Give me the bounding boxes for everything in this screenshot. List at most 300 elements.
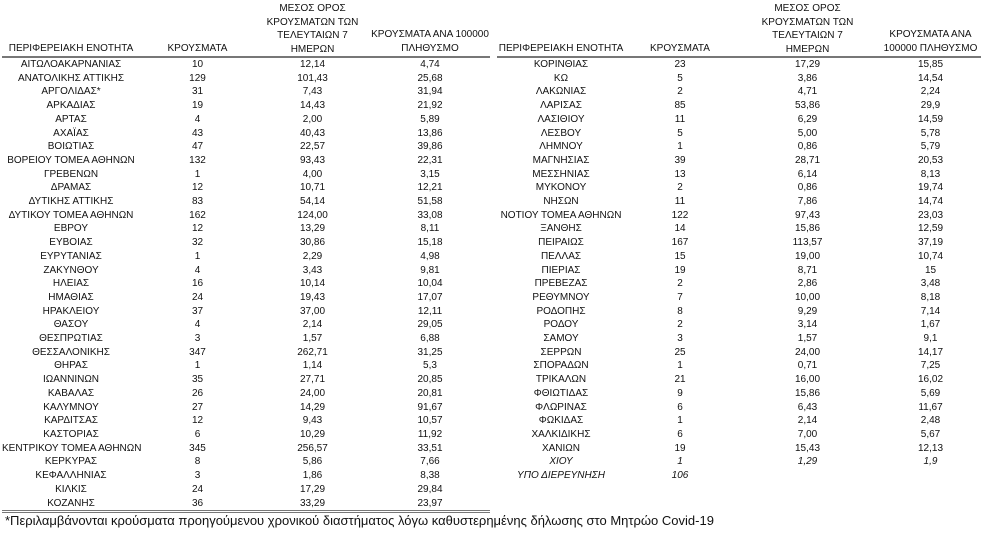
header-region: ΠΕΡΙΦΕΡΕΙΑΚΗ ΕΝΟΤΗΤΑ xyxy=(2,2,140,57)
per100k-cell: 2,24 xyxy=(920,86,941,98)
per100k-cell: 10,57 xyxy=(417,415,443,427)
avg7-cell: 7,43 xyxy=(302,86,323,98)
avg7-cell: 14,43 xyxy=(299,100,326,112)
table-row xyxy=(2,455,490,469)
per100k-cell: 8,11 xyxy=(420,223,440,235)
avg7-cell: 6,29 xyxy=(797,113,818,125)
table-row xyxy=(497,168,981,182)
per100k-cell: 5,3 xyxy=(423,360,437,372)
region-cell: ΗΡΑΚΛΕΙΟΥ xyxy=(42,305,100,317)
table-row xyxy=(2,236,490,250)
table-row xyxy=(2,250,490,264)
avg7-cell: 97,43 xyxy=(794,209,821,221)
cases-cell: 1 xyxy=(194,168,201,180)
cases-cell: 15 xyxy=(674,250,686,262)
avg7-cell: 1,57 xyxy=(797,333,818,345)
table-row xyxy=(2,483,490,497)
per100k-cell: 14,74 xyxy=(917,196,944,208)
table-row xyxy=(497,195,981,209)
region-cell: ΠΕΙΡΑΙΩΣ xyxy=(538,237,584,249)
table-row xyxy=(2,113,490,127)
region-cell: ΦΛΩΡΙΝΑΣ xyxy=(535,401,587,413)
cases-cell: 162 xyxy=(189,209,206,221)
cases-cell: 4 xyxy=(194,264,201,276)
per100k-cell: 31,25 xyxy=(417,346,443,358)
region-cell: ΛΗΜΝΟΥ xyxy=(539,141,583,153)
cases-cell: 27 xyxy=(191,401,204,413)
region-cell: ΕΥΒΟΙΑΣ xyxy=(49,237,93,249)
avg7-cell: 17,29 xyxy=(299,483,326,495)
region-cell: ΧΙΟΥ xyxy=(549,456,573,468)
table-row xyxy=(497,277,981,291)
per100k-cell: 20,81 xyxy=(417,387,443,399)
header-cases: ΚΡΟΥΣΜΑΤΑ xyxy=(140,2,255,57)
per100k-cell: 11,92 xyxy=(417,428,443,440)
region-cell: ΚΟΡΙΝΘΙΑΣ xyxy=(533,59,589,70)
avg7-cell: 40,43 xyxy=(299,127,326,139)
avg7-cell: 15,86 xyxy=(794,387,821,399)
avg7-cell: 5,86 xyxy=(302,456,323,468)
cases-cell: 167 xyxy=(671,237,689,249)
cases-cell: 9 xyxy=(677,387,683,399)
region-cell: ΚΑΣΤΟΡΙΑΣ xyxy=(43,428,99,440)
region-cell: ΚΙΛΚΙΣ xyxy=(55,483,87,495)
region-cell: ΗΜΑΘΙΑΣ xyxy=(48,291,94,303)
table-row xyxy=(2,99,490,113)
avg7-cell: 7,00 xyxy=(797,428,818,440)
avg7-cell: 4,00 xyxy=(302,168,323,180)
cases-cell: 2 xyxy=(677,319,683,331)
per100k-cell: 29,05 xyxy=(417,319,443,331)
region-cell: ΝΟΤΙΟΥ ΤΟΜΕΑ ΑΘΗΝΩΝ xyxy=(500,209,622,221)
per100k-cell: 14,59 xyxy=(917,113,944,125)
table-row xyxy=(2,168,490,182)
per100k-cell: 29,84 xyxy=(417,483,443,495)
per100k-cell: 8,38 xyxy=(420,470,440,482)
region-cell: ΝΗΣΩΝ xyxy=(543,196,579,208)
avg7-cell: 10,71 xyxy=(299,182,326,194)
table-row xyxy=(2,305,490,319)
avg7-cell: 262,71 xyxy=(297,346,328,358)
table-row xyxy=(2,195,490,209)
table-row xyxy=(2,72,490,86)
cases-cell: 31 xyxy=(191,86,204,98)
cases-cell: 32 xyxy=(191,237,204,249)
cases-cell: 47 xyxy=(191,141,204,153)
avg7-cell: 93,43 xyxy=(299,154,326,166)
region-cell: ΚΑΒΑΛΑΣ xyxy=(47,387,95,399)
cases-cell: 5 xyxy=(677,72,683,84)
region-cell: ΔΡΑΜΑΣ xyxy=(50,182,92,194)
region-cell: ΘΗΡΑΣ xyxy=(54,360,88,372)
per100k-cell: 17,07 xyxy=(417,291,443,303)
header-row xyxy=(2,2,490,57)
avg7-cell: 28,71 xyxy=(794,154,821,166)
cases-cell: 83 xyxy=(191,196,204,208)
table-row xyxy=(497,414,981,428)
table-row xyxy=(2,387,490,401)
per100k-cell: 14,54 xyxy=(917,72,944,84)
region-cell: ΠΡΕΒΕΖΑΣ xyxy=(534,278,588,290)
region-cell: ΛΑΡΙΣΑΣ xyxy=(540,100,582,112)
avg7-cell: 8,71 xyxy=(797,264,818,276)
region-cell: ΠΙΕΡΙΑΣ xyxy=(541,264,581,276)
header-cases: ΚΡΟΥΣΜΑΤΑ xyxy=(625,2,735,57)
cases-cell: 129 xyxy=(189,72,206,84)
per100k-cell: 2,48 xyxy=(920,415,941,427)
region-cell: ΣΑΜΟΥ xyxy=(543,333,579,345)
cases-cell: 6 xyxy=(677,401,683,413)
cases-cell: 26 xyxy=(191,387,204,399)
header-row xyxy=(497,2,981,57)
table-row xyxy=(2,291,490,305)
region-cell: ΡΕΘΥΜΝΟΥ xyxy=(532,291,590,303)
per100k-cell: 20,53 xyxy=(917,154,944,166)
table-row xyxy=(2,264,490,278)
region-cell: ΗΛΕΙΑΣ xyxy=(52,278,90,290)
region-cell: ΚΕΡΚΥΡΑΣ xyxy=(44,456,98,468)
table-row xyxy=(497,455,981,469)
per100k-cell: 10,04 xyxy=(417,278,443,290)
per100k-cell: 7,66 xyxy=(420,456,440,468)
table-row xyxy=(2,85,490,99)
cases-cell: 39 xyxy=(674,154,686,166)
avg7-cell: 9,29 xyxy=(797,305,818,317)
table-row xyxy=(497,127,981,141)
per100k-cell: 22,31 xyxy=(417,154,443,166)
cases-cell: 8 xyxy=(677,305,683,317)
table-row xyxy=(497,72,981,86)
region-cell: ΡΟΔΟΠΗΣ xyxy=(536,305,586,317)
per100k-cell: 3,15 xyxy=(420,168,440,180)
avg7-cell: 53,86 xyxy=(794,100,821,112)
table-row xyxy=(2,209,490,223)
cases-cell: 25 xyxy=(674,346,686,358)
cases-cell: 35 xyxy=(191,374,204,386)
cases-cell: 7 xyxy=(677,291,683,303)
cases-cell: 8 xyxy=(194,456,201,468)
avg7-cell: 0,86 xyxy=(797,141,818,153)
avg7-cell: 10,14 xyxy=(299,278,326,290)
region-cell: ΑΙΤΩΛΟΑΚΑΡΝΑΝΙΑΣ xyxy=(20,59,122,70)
header-region: ΠΕΡΙΦΕΡΕΙΑΚΗ ΕΝΟΤΗΤΑ xyxy=(497,2,625,57)
cases-cell: 1 xyxy=(677,360,683,372)
footnote: *Περιλαμβάνονται κρούσματα προηγούμενου χρονικού διαστήματος λόγω καθυστερημένης δήλωσης στο Μητρώο Covid-19 xyxy=(5,513,714,528)
region-cell: ΤΡΙΚΑΛΩΝ xyxy=(535,374,587,386)
avg7-cell: 3,14 xyxy=(797,319,818,331)
cases-cell: 12 xyxy=(191,223,204,235)
cases-cell: 13 xyxy=(674,168,686,180)
avg7-cell xyxy=(735,469,880,483)
per100k-cell: 23,03 xyxy=(917,209,944,221)
table-row xyxy=(2,428,490,442)
per100k-cell: 7,25 xyxy=(920,360,941,372)
cases-cell: 24 xyxy=(191,483,204,495)
table-row xyxy=(2,442,490,456)
region-cell: ΡΟΔΟΥ xyxy=(543,319,579,331)
region-cell: ΙΩΑΝΝΙΝΩΝ xyxy=(42,374,100,386)
region-cell: ΑΧΑΪΑΣ xyxy=(53,127,89,139)
region-cell: ΧΑΝΙΩΝ xyxy=(541,442,581,454)
table-row xyxy=(2,401,490,415)
avg7-cell: 16,00 xyxy=(794,374,821,386)
avg7-cell: 3,43 xyxy=(302,264,323,276)
cases-cell: 1 xyxy=(677,141,683,153)
table-row xyxy=(2,277,490,291)
region-cell: ΘΕΣΠΡΩΤΙΑΣ xyxy=(39,333,103,345)
region-cell: ΓΡΕΒΕΝΩΝ xyxy=(43,168,99,180)
table-row xyxy=(497,401,981,415)
avg7-cell: 15,43 xyxy=(794,442,821,454)
region-cell: ΚΑΡΔΙΤΣΑΣ xyxy=(44,415,98,427)
cases-cell: 10 xyxy=(191,59,204,70)
region-cell: ΛΕΣΒΟΥ xyxy=(540,127,582,139)
avg7-cell: 1,14 xyxy=(302,360,323,372)
cases-cell: 3 xyxy=(194,333,201,345)
per100k-cell: 91,67 xyxy=(417,401,443,413)
cases-cell: 11 xyxy=(674,113,686,125)
avg7-cell: 0,86 xyxy=(797,182,818,194)
table-row xyxy=(497,264,981,278)
cases-cell: 6 xyxy=(677,428,683,440)
cases-cell: 1 xyxy=(677,415,683,427)
per100k-cell: 5,69 xyxy=(920,387,941,399)
region-cell: ΜΑΓΝΗΣΙΑΣ xyxy=(532,154,590,166)
cases-cell: 4 xyxy=(194,113,201,125)
cases-cell: 2 xyxy=(677,182,683,194)
per100k-cell: 12,11 xyxy=(417,305,443,317)
table-row xyxy=(2,154,490,168)
cases-cell: 19 xyxy=(674,264,686,276)
per100k-cell: 31,94 xyxy=(417,86,443,98)
per100k-cell: 10,74 xyxy=(917,250,944,262)
table-row xyxy=(497,318,981,332)
table-row xyxy=(497,85,981,99)
cases-cell: 12 xyxy=(191,415,204,427)
cases-cell: 1 xyxy=(194,250,201,262)
region-cell: ΘΕΣΣΑΛΟΝΙΚΗΣ xyxy=(32,346,110,358)
avg7-cell: 256,57 xyxy=(297,442,328,454)
avg7-cell: 27,71 xyxy=(299,374,326,386)
per100k-cell: 12,59 xyxy=(917,223,944,235)
per100k-cell: 9,81 xyxy=(420,264,440,276)
region-cell: ΞΑΝΘΗΣ xyxy=(540,223,582,235)
region-cell: ΚΕΝΤΡΙΚΟΥ ΤΟΜΕΑ ΑΘΗΝΩΝ xyxy=(2,442,142,454)
table-row xyxy=(497,154,981,168)
cases-cell: 2 xyxy=(677,278,683,290)
avg7-cell: 22,57 xyxy=(299,141,326,153)
per100k-cell: 5,89 xyxy=(420,113,440,125)
per100k-cell: 7,14 xyxy=(920,305,941,317)
table-row xyxy=(497,209,981,223)
table-row xyxy=(2,332,490,346)
table-row xyxy=(497,346,981,360)
avg7-cell: 1,86 xyxy=(302,470,323,482)
region-cell: ΑΡΓΟΛΙΔΑΣ* xyxy=(41,86,101,98)
cases-cell: 43 xyxy=(191,127,204,139)
header-per100k: ΚΡΟΥΣΜΑΤΑ ΑΝΑ 100000 ΠΛΗΘΥΣΜΟ xyxy=(370,2,490,57)
avg7-cell: 6,43 xyxy=(797,401,818,413)
region-cell: ΚΩ xyxy=(553,72,569,84)
cases-cell: 1 xyxy=(194,360,201,372)
cases-cell: 12 xyxy=(191,182,204,194)
cases-cell: 106 xyxy=(671,470,689,482)
per100k-cell: 8,13 xyxy=(920,168,941,180)
table-row xyxy=(497,236,981,250)
avg7-cell: 10,29 xyxy=(299,428,326,440)
per100k-cell: 11,67 xyxy=(918,401,943,413)
cases-cell: 11 xyxy=(674,196,686,208)
avg7-cell: 1,57 xyxy=(302,333,323,345)
avg7-cell: 2,29 xyxy=(302,250,323,262)
avg7-cell: 101,43 xyxy=(297,72,328,84)
table-row xyxy=(497,469,981,483)
per100k-cell: 25,68 xyxy=(417,72,443,84)
per100k-cell: 37,19 xyxy=(917,237,944,249)
table-row xyxy=(497,442,981,456)
cases-cell: 19 xyxy=(674,442,686,454)
avg7-cell: 19,00 xyxy=(794,250,821,262)
table-row xyxy=(497,222,981,236)
per100k-cell: 12,13 xyxy=(917,442,944,454)
cases-cell: 3 xyxy=(194,470,201,482)
region-cell: ΖΑΚΥΝΘΟΥ xyxy=(43,264,99,276)
per100k-cell: 4,74 xyxy=(420,59,440,70)
per100k-cell: 39,86 xyxy=(417,141,443,153)
table-row xyxy=(497,332,981,346)
avg7-cell: 113,57 xyxy=(792,237,823,249)
region-cell: ΘΑΣΟΥ xyxy=(53,319,89,331)
per100k-cell xyxy=(880,469,981,483)
per100k-cell: 15,18 xyxy=(417,237,443,249)
avg7-cell: 17,29 xyxy=(794,59,821,70)
region-cell: ΥΠΟ ΔΙΕΡΕΥΝΗΣΗ xyxy=(517,470,605,482)
avg7-cell: 7,86 xyxy=(797,196,818,208)
table-row xyxy=(497,181,981,195)
region-cell: ΑΡΤΑΣ xyxy=(55,113,87,125)
table-row xyxy=(2,346,490,360)
per100k-cell: 1,9 xyxy=(923,456,938,468)
header-avg7: ΜΕΣΟΣ ΟΡΟΣ ΚΡΟΥΣΜΑΤΩΝ ΤΩΝ ΤΕΛΕΥΤΑΙΩΝ 7 ΗΜΕΡΩΝ xyxy=(255,2,370,57)
avg7-cell: 54,14 xyxy=(299,196,326,208)
per100k-cell: 14,17 xyxy=(917,346,944,358)
per100k-cell: 6,88 xyxy=(420,333,440,345)
per100k-cell: 15,85 xyxy=(917,59,944,70)
avg7-cell: 13,29 xyxy=(299,223,326,235)
region-cell: ΕΒΡΟΥ xyxy=(53,223,89,235)
cases-table-right xyxy=(497,2,981,483)
region-cell: ΣΠΟΡΑΔΩΝ xyxy=(533,360,589,372)
avg7-cell: 14,29 xyxy=(299,401,326,413)
cases-cell: 4 xyxy=(194,319,201,331)
table-row xyxy=(497,387,981,401)
region-cell: ΑΡΚΑΔΙΑΣ xyxy=(46,100,96,112)
table-row xyxy=(497,140,981,154)
table-row xyxy=(2,127,490,141)
cases-cell: 5 xyxy=(677,127,683,139)
per100k-cell: 9,1 xyxy=(923,333,938,345)
avg7-cell: 37,00 xyxy=(299,305,326,317)
table-row xyxy=(497,113,981,127)
region-cell: ΠΕΛΛΑΣ xyxy=(540,250,582,262)
region-cell: ΑΝΑΤΟΛΙΚΗΣ ΑΤΤΙΚΗΣ xyxy=(17,72,125,84)
table-row xyxy=(497,359,981,373)
cases-cell: 6 xyxy=(194,428,201,440)
avg7-cell: 2,86 xyxy=(797,278,818,290)
table-row xyxy=(2,414,490,428)
table-row xyxy=(497,291,981,305)
avg7-cell: 2,14 xyxy=(797,415,818,427)
per100k-cell: 5,78 xyxy=(920,127,941,139)
header-per100k: ΚΡΟΥΣΜΑΤΑ ΑΝΑ 100000 ΠΛΗΘΥΣΜΟ xyxy=(880,2,981,57)
region-cell: ΔΥΤΙΚΟΥ ΤΟΜΕΑ ΑΘΗΝΩΝ xyxy=(8,209,134,221)
table-row xyxy=(2,181,490,195)
avg7-cell: 30,86 xyxy=(299,237,326,249)
cases-cell: 345 xyxy=(189,442,206,454)
region-cell: ΛΑΣΙΘΙΟΥ xyxy=(537,113,585,125)
per100k-cell: 20,85 xyxy=(417,374,443,386)
cases-cell: 2 xyxy=(677,86,683,98)
region-cell: ΒΟΙΩΤΙΑΣ xyxy=(47,141,95,153)
per100k-cell: 23,97 xyxy=(370,497,490,512)
avg7-cell: 12,14 xyxy=(299,59,326,70)
cases-cell: 21 xyxy=(674,374,686,386)
avg7-cell: 2,14 xyxy=(302,319,323,331)
region-cell: ΧΑΛΚΙΔΙΚΗΣ xyxy=(531,428,591,440)
region-cell: ΣΕΡΡΩΝ xyxy=(540,346,582,358)
per100k-cell: 29,9 xyxy=(920,100,941,112)
cases-cell: 19 xyxy=(191,100,204,112)
avg7-cell: 9,43 xyxy=(302,415,323,427)
table-row xyxy=(497,428,981,442)
per100k-cell: 5,67 xyxy=(920,428,941,440)
cases-cell: 132 xyxy=(189,154,206,166)
avg7-cell: 2,00 xyxy=(302,113,323,125)
per100k-cell: 51,58 xyxy=(417,196,443,208)
cases-cell: 37 xyxy=(191,305,204,317)
per100k-cell: 16,02 xyxy=(917,374,944,386)
per100k-cell: 33,51 xyxy=(417,442,443,454)
region-cell: ΜΕΣΣΗΝΙΑΣ xyxy=(532,168,590,180)
cases-table-left xyxy=(2,2,490,513)
table-row xyxy=(497,99,981,113)
per100k-cell: 1,67 xyxy=(920,319,941,331)
region-cell: ΕΥΡΥΤΑΝΙΑΣ xyxy=(40,250,102,262)
avg7-cell: 1,29 xyxy=(797,456,818,468)
cases-cell: 16 xyxy=(191,278,204,290)
per100k-cell: 12,21 xyxy=(417,182,443,194)
table-row xyxy=(2,359,490,373)
avg7-cell: 6,14 xyxy=(797,168,818,180)
per100k-cell: 8,18 xyxy=(920,291,941,303)
cases-cell: 24 xyxy=(191,291,204,303)
cases-cell: 1 xyxy=(677,456,683,468)
per100k-cell: 5,79 xyxy=(920,141,941,153)
cases-cell: 23 xyxy=(674,59,686,70)
avg7-cell: 124,00 xyxy=(297,209,328,221)
avg7-cell: 19,43 xyxy=(299,291,326,303)
avg7-cell: 4,71 xyxy=(797,86,818,98)
table-row xyxy=(2,222,490,236)
per100k-cell: 33,08 xyxy=(417,209,443,221)
table-row xyxy=(497,373,981,387)
table-row xyxy=(2,373,490,387)
region-cell: ΜΥΚΟΝΟΥ xyxy=(535,182,587,194)
table-row xyxy=(497,250,981,264)
avg7-cell: 5,00 xyxy=(797,127,818,139)
cases-cell: 347 xyxy=(189,346,206,358)
region-cell: ΚΑΛΥΜΝΟΥ xyxy=(43,401,99,413)
